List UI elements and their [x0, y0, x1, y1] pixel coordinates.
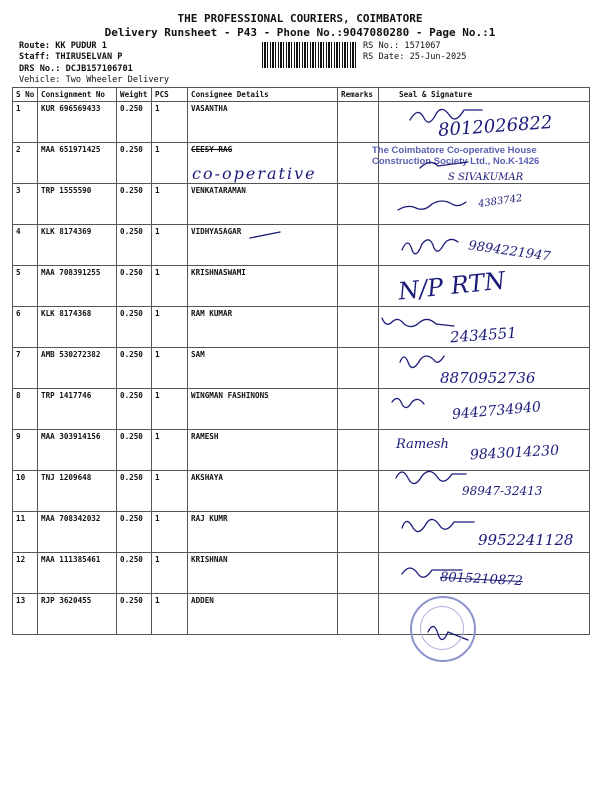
cell-sno: 11	[13, 512, 38, 553]
cell-sno: 4	[13, 225, 38, 266]
cell-weight: 0.250	[117, 143, 152, 184]
handwritten-phone-row10: 98947-32413	[462, 484, 543, 498]
cell-sno: 1	[13, 102, 38, 143]
table-row	[13, 594, 590, 635]
handwritten-note-row5: N/P RTN	[396, 266, 507, 306]
drs-number: DRS No.: DCJB157106701	[19, 64, 133, 74]
cell-remarks	[338, 225, 379, 266]
handwritten-phone-row11: 9952241128	[478, 531, 574, 549]
rs-date: RS Date: 25-Jun-2025	[363, 52, 467, 62]
cell-pcs: 1	[152, 348, 188, 389]
cell-weight: 0.250	[117, 553, 152, 594]
col-pcs: PCS	[152, 88, 188, 102]
cell-pcs: 1	[152, 594, 188, 635]
cell-consignment: MAA 708342032	[38, 512, 117, 553]
col-consignment: Consignment No	[38, 88, 117, 102]
runsheet-subtitle: Delivery Runsheet - P43 - Phone No.:9047080280 - Page No.:1	[104, 26, 496, 39]
staff-label: Staff: THIRUSELVAN P	[19, 52, 123, 62]
cell-pcs: 1	[152, 266, 188, 307]
cell-remarks	[338, 184, 379, 225]
cell-remarks	[338, 307, 379, 348]
handwritten-phone-row4: 9894221947	[467, 238, 552, 265]
cell-sno: 9	[13, 430, 38, 471]
cell-consignment: TNJ 1209648	[38, 471, 117, 512]
cell-weight: 0.250	[117, 266, 152, 307]
col-consignee: Consignee Details	[188, 88, 338, 102]
round-seal	[410, 596, 476, 662]
cell-pcs: 1	[152, 225, 188, 266]
cell-consignee: VASANTHA	[188, 102, 338, 143]
cell-remarks	[338, 512, 379, 553]
cell-consignment: MAA 111385461	[38, 553, 117, 594]
cell-consignment: MAA 708391255	[38, 266, 117, 307]
cell-sno: 2	[13, 143, 38, 184]
cell-consignment: AMB 530272382	[38, 348, 117, 389]
cell-consignment: KLK 8174368	[38, 307, 117, 348]
cell-remarks	[338, 102, 379, 143]
col-signature: Seal & Signature	[379, 88, 590, 102]
cell-consignee: WINGMAN FASHINONS	[188, 389, 338, 430]
cell-consignment: KUR 696569433	[38, 102, 117, 143]
handwritten-phone-row9: 9843014230	[469, 442, 560, 464]
cell-consignee: KRISHNASWAMI	[188, 266, 338, 307]
col-weight: Weight	[117, 88, 152, 102]
cell-consignment: MAA 303914156	[38, 430, 117, 471]
cell-consignee: RAJ KUMR	[188, 512, 338, 553]
cell-weight: 0.250	[117, 348, 152, 389]
cell-consignee: RAMESH	[188, 430, 338, 471]
cell-sno: 12	[13, 553, 38, 594]
cell-consignment: KLK 8174369	[38, 225, 117, 266]
cell-remarks	[338, 266, 379, 307]
cell-pcs: 1	[152, 430, 188, 471]
handwritten-phone-row12: 8015210872	[439, 569, 524, 590]
cell-remarks	[338, 348, 379, 389]
cell-pcs: 1	[152, 471, 188, 512]
cell-sno: 13	[13, 594, 38, 635]
cell-consignee: ADDEN	[188, 594, 338, 635]
col-sno: S No	[13, 88, 38, 102]
handwritten-name-row9: Ramesh	[396, 437, 449, 452]
cell-pcs: 1	[152, 553, 188, 594]
cell-consignment: TRP 1417746	[38, 389, 117, 430]
cell-remarks	[338, 553, 379, 594]
handwritten-phone-row3: 4383742	[477, 192, 524, 211]
stamp-line1: The Coimbatore Co-operative House	[372, 145, 537, 156]
cell-remarks	[338, 471, 379, 512]
cell-sno: 3	[13, 184, 38, 225]
table-header-row	[13, 88, 590, 102]
cell-consignee: VIDHYASAGAR	[188, 225, 338, 266]
cell-weight: 0.250	[117, 102, 152, 143]
cell-pcs: 1	[152, 143, 188, 184]
col-remarks: Remarks	[338, 88, 379, 102]
cell-consignee: AKSHAYA	[188, 471, 338, 512]
route-label: Route: KK PUDUR 1	[19, 41, 107, 51]
cell-consignee: CEESY RAG	[188, 143, 338, 184]
company-title: THE PROFESSIONAL COURIERS, COIMBATORE	[177, 12, 423, 25]
cell-sno: 5	[13, 266, 38, 307]
cell-consignee: RAM KUMAR	[188, 307, 338, 348]
handwritten-phone-row7: 8870952736	[440, 369, 536, 387]
cell-consignee: KRISHNAN	[188, 553, 338, 594]
handwritten-note-row2: co-operative	[192, 164, 317, 183]
cell-weight: 0.250	[117, 307, 152, 348]
cell-remarks	[338, 594, 379, 635]
cell-weight: 0.250	[117, 594, 152, 635]
vehicle-label: Vehicle: Two Wheeler Delivery	[19, 75, 170, 85]
cell-pcs: 1	[152, 389, 188, 430]
barcode	[262, 42, 357, 68]
cell-consignee: VENKATARAMAN	[188, 184, 338, 225]
cell-consignment: RJP 3620455	[38, 594, 117, 635]
cell-weight: 0.250	[117, 389, 152, 430]
cell-weight: 0.250	[117, 184, 152, 225]
cell-pcs: 1	[152, 102, 188, 143]
cell-consignment: MAA 651971425	[38, 143, 117, 184]
cell-pcs: 1	[152, 307, 188, 348]
cell-sno: 6	[13, 307, 38, 348]
cell-remarks	[338, 430, 379, 471]
cell-weight: 0.250	[117, 471, 152, 512]
handwritten-sig-row2: S SIVAKUMAR	[448, 172, 524, 183]
cell-weight: 0.250	[117, 430, 152, 471]
cell-weight: 0.250	[117, 225, 152, 266]
cell-remarks	[338, 389, 379, 430]
cell-consignment: TRP 1555590	[38, 184, 117, 225]
cell-consignee: SAM	[188, 348, 338, 389]
cell-sno: 7	[13, 348, 38, 389]
rs-number: RS No.: 1571067	[363, 41, 441, 51]
cell-pcs: 1	[152, 184, 188, 225]
handwritten-phone-row6: 2434551	[449, 323, 518, 347]
cell-weight: 0.250	[117, 512, 152, 553]
handwritten-phone-row8: 9442734940	[451, 399, 542, 423]
handwritten-phone-row1: 8012026822	[437, 112, 554, 141]
stamp-line2: Construction Society Ltd., No.K-1426	[372, 156, 540, 167]
cell-sno: 8	[13, 389, 38, 430]
society-stamp	[372, 145, 539, 167]
cell-pcs: 1	[152, 512, 188, 553]
cell-sno: 10	[13, 471, 38, 512]
